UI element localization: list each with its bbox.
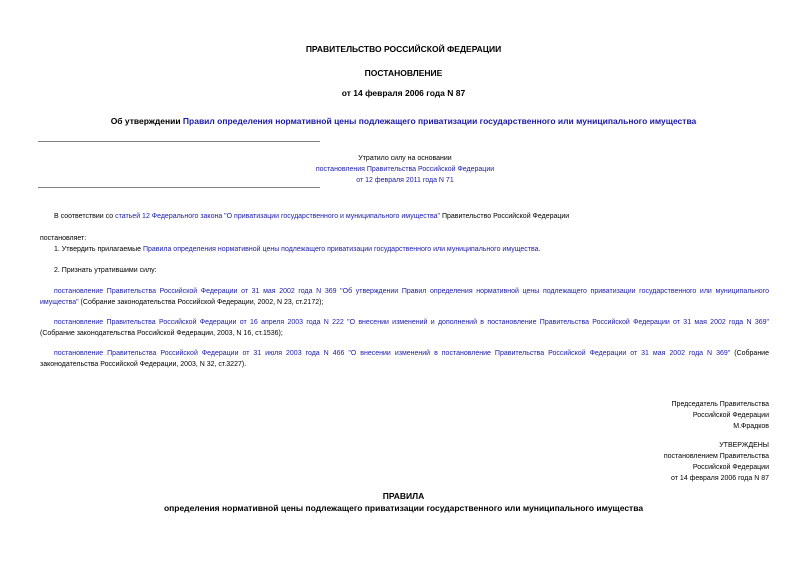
item-1-prefix: 1. Утвердить прилагаемые bbox=[54, 246, 143, 253]
divider-bottom bbox=[38, 187, 320, 188]
government-heading: ПРАВИТЕЛЬСТВО РОССИЙСКОЙ ФЕДЕРАЦИИ bbox=[305, 44, 502, 54]
approval-date: от 14 февраля 2006 года N 87 bbox=[671, 475, 769, 482]
expired-note-link[interactable]: постановления Правительства Российской Федерации bbox=[315, 166, 495, 173]
item-1 bbox=[40, 244, 769, 255]
title-rules-link[interactable]: Правил определения нормативной цены подлежащего приватизации государственного или муниципального имущества bbox=[182, 116, 697, 126]
expired-note-line: Утратило силу на основании bbox=[358, 155, 452, 162]
rules-heading: ПРАВИЛА bbox=[382, 491, 425, 501]
repeal-2-suffix: (Собрание законодательства Российской Федерации, 2003, N 16, ст.1536); bbox=[40, 330, 283, 337]
repeal-3-suffix: (Собрание законодательства Российской Федерации, 2003, N 32, ст.3227). bbox=[40, 350, 769, 368]
document-date-number: от 14 февраля 2006 года N 87 bbox=[341, 88, 466, 98]
title-prefix: Об утверждении bbox=[110, 116, 183, 126]
approval-country: Российской Федерации bbox=[692, 464, 769, 471]
item-1-rules-link[interactable]: Правила определения нормативной цены подлежащего приватизации государственного или муниципального имущества bbox=[142, 246, 539, 253]
rules-subheading: определения нормативной цены подлежащего приватизации государственного или муниципального имущества bbox=[163, 503, 644, 513]
expired-note-link-date[interactable]: от 12 февраля 2011 года N 71 bbox=[356, 177, 454, 184]
item-1-suffix: . bbox=[538, 246, 541, 253]
repeal-2-link[interactable]: постановление Правительства Российской Федерации от 16 апреля 2003 года N 222 "О внесении изменений и дополнений в постановление Правительства Российской Федерации от 31 мая 2002 года N 369" bbox=[54, 319, 769, 326]
repeal-item-2 bbox=[40, 317, 769, 339]
document-type: ПОСТАНОВЛЕНИЕ bbox=[364, 68, 443, 78]
intro-suffix: Правительство Российской Федерации bbox=[440, 213, 570, 220]
approval-block bbox=[664, 440, 769, 484]
signature-name: М.Фрадков bbox=[733, 423, 769, 430]
repeal-3-link[interactable]: постановление Правительства Российской Федерации от 31 июля 2003 года N 466 "О внесении изменений в постановление Правительства Российской Федерации от 31 мая 2002 года N 369" bbox=[54, 350, 731, 357]
signature-country: Российской Федерации bbox=[692, 412, 769, 419]
intro-paragraph bbox=[40, 211, 769, 222]
divider-top bbox=[38, 141, 320, 142]
repeal-item-1 bbox=[40, 286, 769, 308]
repeal-1-suffix: (Собрание законодательства Российской Федерации, 2002, N 23, ст.2172); bbox=[78, 299, 324, 306]
expired-note bbox=[290, 153, 520, 186]
approval-by: постановлением Правительства bbox=[663, 453, 769, 460]
repeal-1-link[interactable]: постановление Правительства Российской Федерации от 31 мая 2002 года N 369 "Об утверждении Правил определения нормативной цены подлежащего приватизации государственного или муниципального имущества" bbox=[40, 288, 769, 306]
signature-block bbox=[672, 399, 769, 432]
signature-title: Председатель Правительства bbox=[671, 401, 769, 408]
document-title bbox=[0, 116, 807, 126]
repeal-item-3 bbox=[40, 348, 769, 370]
intro-prefix: В соответствии со bbox=[54, 213, 116, 220]
item-2: 2. Признать утратившими силу: bbox=[54, 267, 157, 274]
decides-text: постановляет: bbox=[40, 235, 87, 242]
approval-heading: УТВЕРЖДЕНЫ bbox=[719, 442, 769, 449]
federal-law-link[interactable]: статьей 12 Федерального закона "О приватизации государственного и муниципального имущества" bbox=[115, 213, 440, 220]
